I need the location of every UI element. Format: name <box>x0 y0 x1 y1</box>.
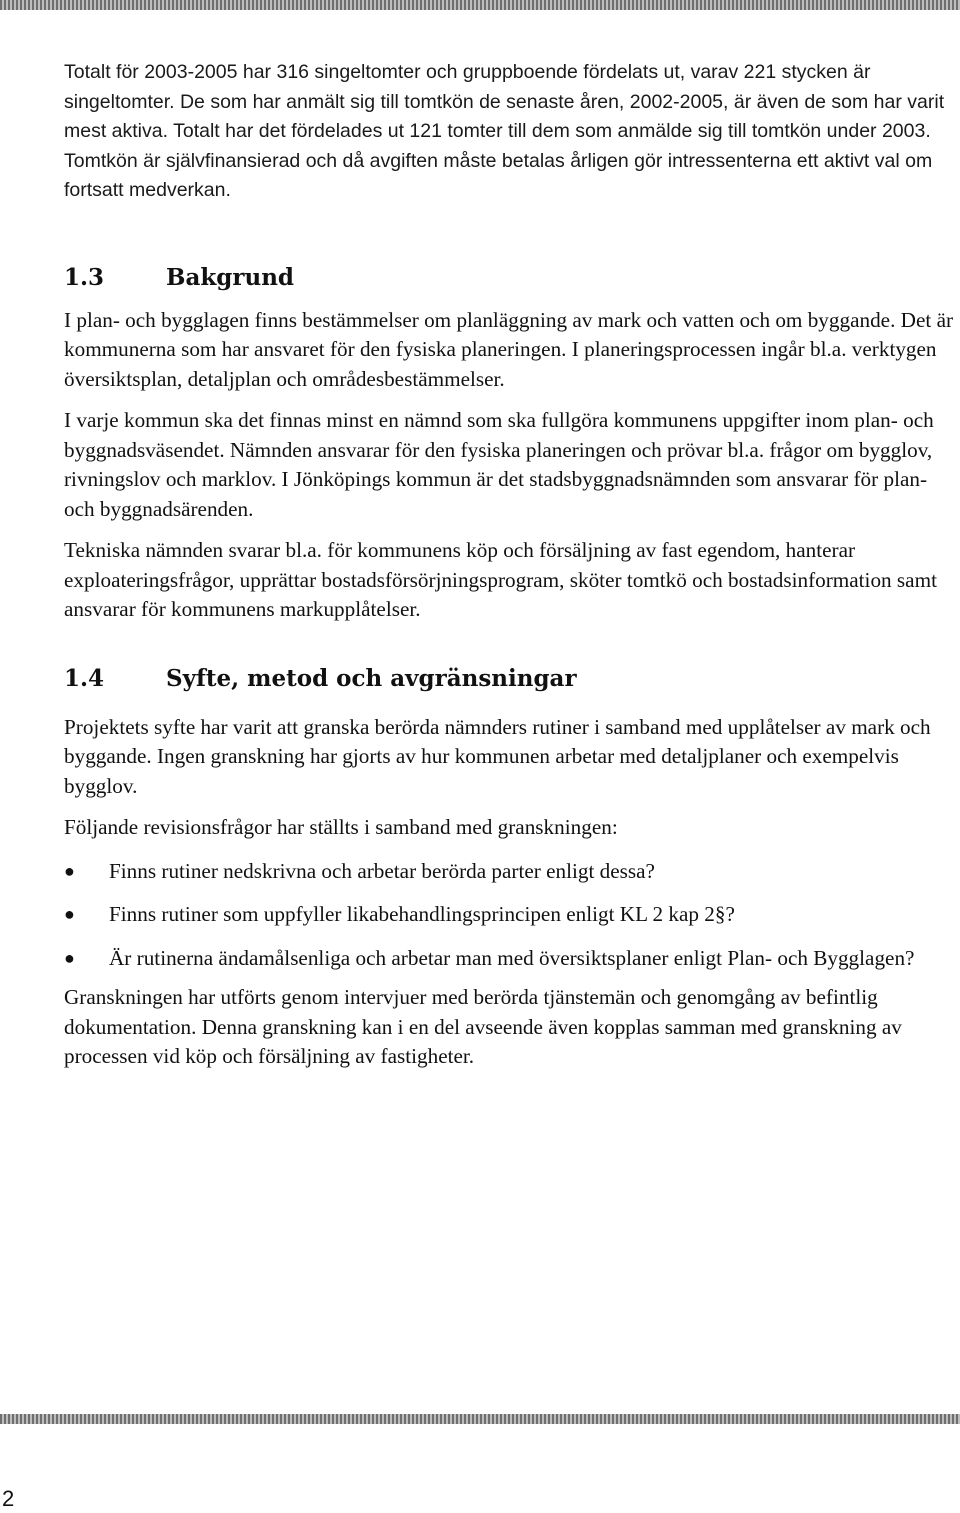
section-heading-bakgrund <box>64 262 956 294</box>
bakgrund-paragraph-1: I plan- och bygglagen finns bestämmelser om planläggning av mark och vatten och om byggande. Det är kommunerna som har ansvaret för den fysiska planeringen. I planeringsprocessen ingår bl.a. verktygen översiktsplan, detaljplan och områdesbestämmelser. <box>64 307 954 391</box>
footer-rule <box>0 1414 960 1424</box>
section-heading-syfte <box>64 663 956 695</box>
list-item-text: Finns rutiner som uppfyller likabehandlingsprincipen enligt KL 2 kap 2§? <box>109 902 735 926</box>
bakgrund-paragraph-2: I varje kommun ska det finnas minst en nämnd som ska fullgöra kommunens uppgifter inom plan- och byggnadsväsendet. Nämnden ansvarar för den fysiska planeringen och prövar bl.a. frågor om bygglov, rivningslov och marklov. I Jönköpings kommun är det stadsbyggnadsnämnden som ansvarar för plan- och byggnadsärenden. <box>64 408 934 521</box>
document-body <box>64 58 956 1072</box>
bullet-icon: ● <box>64 860 75 881</box>
list-item <box>64 900 956 930</box>
list-item-text: Är rutinerna ändamålsenliga och arbetar man med översiktsplaner enligt Plan- och Bygglagen? <box>109 945 915 970</box>
bullet-icon: ● <box>64 947 75 968</box>
syfte-paragraph-2: Följande revisionsfrågor har ställts i samband med granskningen: <box>64 815 618 839</box>
list-item <box>64 857 956 887</box>
page-number: 2 <box>2 1486 15 1511</box>
list-item-text: Finns rutiner nedskrivna och arbetar berörda parter enligt dessa? <box>109 858 655 883</box>
section-number: 1.4 <box>64 664 105 692</box>
syfte-paragraph-1: Projektets syfte har varit att granska berörda nämnders rutiner i samband med upplåtelser av mark och byggande. Ingen granskning har gjorts av hur kommunen arbetar med detaljplaner och exempelvis bygglov. <box>64 714 931 798</box>
section-title: Bakgrund <box>166 263 295 291</box>
intro-paragraph: Totalt för 2003-2005 har 316 singeltomter och gruppboende fördelats ut, varav 221 stycken är singeltomter. De som har anmält sig till tomtkön de senaste åren, 2002-2005, är även de som har varit mest aktiva. Totalt har det fördelades ut 121 tomter till dem som anmälde sig till tomtkön under 2003. Tomtkön är självfinansierad och då avgiften måste betalas årligen gör intressenterna ett aktivt val om fortsatt medverkan. <box>64 61 945 201</box>
bakgrund-paragraph-3: Tekniska nämnden svarar bl.a. för kommunens köp och försäljning av fast egendom, hanterar exploateringsfrågor, upprättar bostadsförsörjningsprogram, sköter tomtkö och bostadsinformation samt ansvarar för kommunens markupplåtelser. <box>64 538 937 621</box>
list-item <box>64 944 956 974</box>
header-rule <box>0 0 960 10</box>
closing-paragraph: Granskningen har utförts genom intervjuer med berörda tjänstemän och genomgång av befintlig dokumentation. Denna granskning kan i en del avseende även kopplas samman med granskning av processen vid köp och försäljning av fastigheter. <box>64 985 902 1068</box>
section-number: 1.3 <box>64 263 105 291</box>
bullet-icon: ● <box>64 904 75 924</box>
revision-questions-list <box>64 857 956 974</box>
section-title: Syfte, metod och avgränsningar <box>166 664 577 692</box>
